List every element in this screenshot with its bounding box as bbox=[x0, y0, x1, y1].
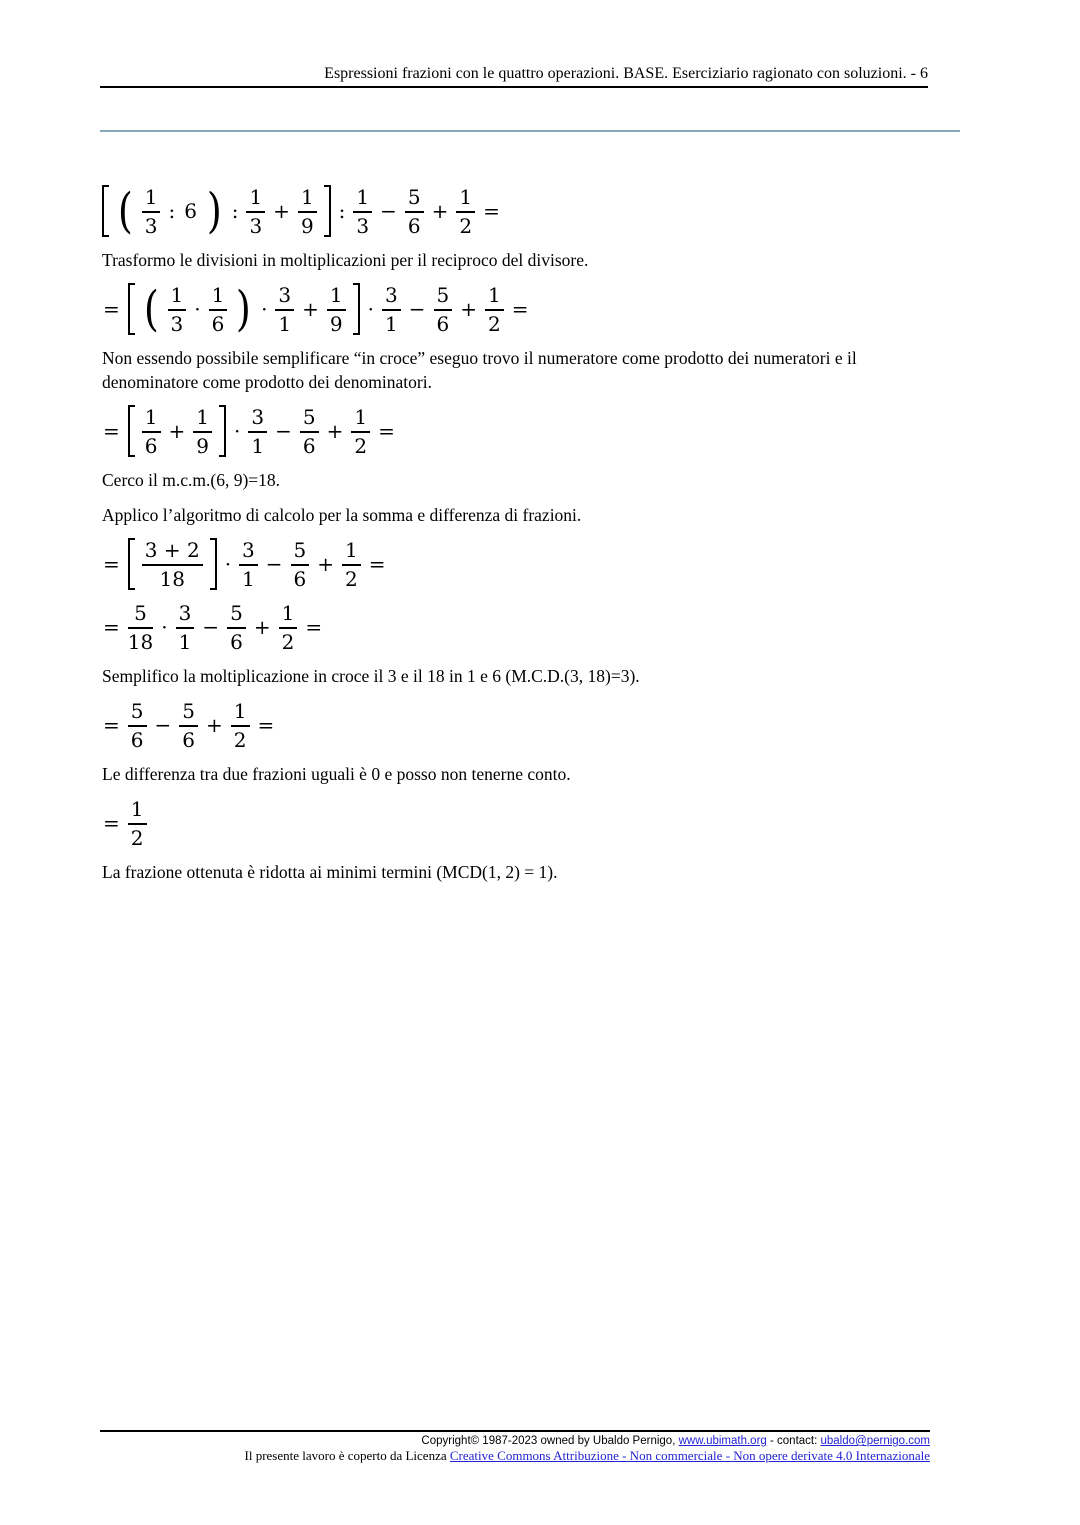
fraction bbox=[231, 700, 250, 751]
fraction bbox=[142, 539, 203, 590]
fraction bbox=[142, 186, 161, 237]
fraction bbox=[128, 798, 147, 849]
numerator: 1 bbox=[196, 404, 209, 429]
operator: = bbox=[103, 615, 120, 639]
denominator: 6 bbox=[300, 431, 319, 457]
left-bracket-icon bbox=[102, 185, 109, 237]
left-bracket-icon bbox=[128, 405, 135, 457]
operator: + bbox=[273, 199, 290, 223]
operator: + bbox=[253, 615, 271, 639]
denominator: 6 bbox=[209, 309, 228, 335]
right-bracket-icon bbox=[324, 185, 331, 237]
denominator: 2 bbox=[128, 823, 147, 849]
formula-line bbox=[102, 601, 942, 653]
numerator: 1 bbox=[345, 537, 358, 562]
numerator: 1 bbox=[130, 796, 144, 821]
operator: = bbox=[103, 297, 120, 321]
numerator: 1 bbox=[211, 282, 225, 307]
denominator: 9 bbox=[298, 211, 317, 237]
denominator: 3 bbox=[168, 309, 187, 335]
operator: : bbox=[338, 199, 346, 223]
denominator: 2 bbox=[485, 309, 504, 335]
denominator: 1 bbox=[239, 564, 258, 590]
operator: · bbox=[161, 615, 168, 639]
operator: · bbox=[234, 419, 241, 443]
page-title: Espressioni frazioni con le quattro operazioni. BASE. Eserciziario ragionato con soluzioni. - 6 bbox=[324, 65, 928, 82]
numerator: 5 bbox=[130, 698, 144, 723]
fraction bbox=[246, 186, 265, 237]
denominator: 2 bbox=[351, 431, 370, 457]
operator: = bbox=[103, 713, 120, 737]
operator: = bbox=[103, 811, 120, 835]
denominator: 3 bbox=[246, 211, 265, 237]
operator: · bbox=[224, 552, 232, 576]
numerator: 1 bbox=[170, 282, 184, 307]
numerator: 1 bbox=[144, 404, 158, 429]
denominator: 1 bbox=[248, 431, 267, 457]
operator: · bbox=[367, 297, 375, 321]
numerator: 1 bbox=[459, 184, 473, 209]
fraction bbox=[342, 539, 361, 590]
numerator: 5 bbox=[134, 600, 147, 625]
solution-steps bbox=[102, 174, 942, 895]
numerator: 3 bbox=[278, 282, 292, 307]
operator: · bbox=[261, 297, 268, 321]
left-paren-icon: ( bbox=[143, 281, 159, 337]
copyright-text: Copyright© 1987-2023 owned by Ubaldo Pernigo, bbox=[421, 1435, 679, 1447]
numerator: 1 bbox=[144, 184, 158, 209]
denominator: 6 bbox=[405, 211, 424, 237]
operator: + bbox=[326, 419, 344, 443]
license-link[interactable]: Creative Commons Attribuzione - Non commerciale - Non opere derivate 4.0 Internazionale bbox=[449, 1448, 930, 1463]
denominator: 2 bbox=[342, 564, 361, 590]
denominator: 6 bbox=[434, 309, 453, 335]
operator: + bbox=[460, 297, 478, 321]
operator: : bbox=[231, 199, 239, 223]
denominator: 18 bbox=[128, 627, 153, 653]
fraction bbox=[353, 186, 372, 237]
numerator: 3 bbox=[178, 600, 192, 625]
right-bracket-icon bbox=[353, 283, 360, 335]
operator: = bbox=[368, 552, 386, 576]
operator: = bbox=[483, 199, 500, 223]
numerator: 1 bbox=[329, 282, 343, 307]
solution-step-text: Le differenza tra due frazioni uguali è 0 e posso non tenerne conto. bbox=[102, 764, 571, 784]
operator: + bbox=[168, 419, 186, 443]
operator: = bbox=[103, 552, 120, 576]
solution-step-text: Semplifico la moltiplicazione in croce il 3 e il 18 in 1 e 6 (M.C.D.(3, 18)=3). bbox=[102, 666, 640, 686]
right-bracket-icon bbox=[219, 405, 226, 457]
copyright-line bbox=[100, 1434, 930, 1448]
denominator: 9 bbox=[327, 309, 346, 335]
numerator: 1 bbox=[233, 698, 247, 723]
accent-rule bbox=[100, 130, 960, 132]
denominator: 6 bbox=[179, 725, 198, 751]
formula-line bbox=[102, 185, 942, 237]
number: 6 bbox=[184, 199, 197, 223]
fraction bbox=[351, 406, 370, 457]
fraction bbox=[179, 700, 198, 751]
fraction bbox=[279, 602, 298, 653]
formula-line bbox=[102, 538, 942, 590]
numerator: 5 bbox=[230, 600, 243, 625]
operator: − bbox=[202, 615, 220, 639]
solution-step-text: Cerco il m.c.m.(6, 9)=18. bbox=[102, 470, 281, 490]
fraction bbox=[193, 406, 212, 457]
operator: + bbox=[431, 199, 449, 223]
numerator: 3 bbox=[242, 537, 255, 562]
numerator: 5 bbox=[182, 698, 195, 723]
email-link[interactable]: ubaldo@pernigo.com bbox=[820, 1435, 930, 1447]
denominator: 1 bbox=[176, 627, 195, 653]
operator: = bbox=[378, 419, 395, 443]
operator: : bbox=[168, 199, 176, 223]
right-paren-icon: ) bbox=[206, 183, 222, 239]
operator: = bbox=[257, 713, 275, 737]
numerator: 1 bbox=[354, 404, 368, 429]
solution-step-text: Applico l’algoritmo di calcolo per la somma e differenza di frazioni. bbox=[102, 505, 582, 525]
left-paren-icon: ( bbox=[117, 183, 133, 239]
fraction bbox=[405, 186, 424, 237]
operator: + bbox=[206, 713, 223, 737]
operator: − bbox=[154, 713, 172, 737]
numerator: 3 + 2 bbox=[144, 537, 200, 562]
denominator: 3 bbox=[353, 211, 372, 237]
operator: − bbox=[265, 552, 283, 576]
formula-line bbox=[102, 797, 942, 849]
operator: = bbox=[103, 419, 120, 443]
fraction bbox=[128, 700, 147, 751]
fraction bbox=[168, 284, 187, 335]
fraction bbox=[298, 186, 317, 237]
fraction bbox=[176, 602, 195, 653]
numerator: 1 bbox=[356, 184, 370, 209]
numerator: 1 bbox=[281, 600, 295, 625]
numerator: 5 bbox=[302, 404, 316, 429]
right-bracket-icon bbox=[210, 538, 217, 590]
fraction bbox=[209, 284, 228, 335]
denominator: 6 bbox=[291, 564, 310, 590]
fraction bbox=[128, 602, 153, 653]
fraction bbox=[239, 539, 258, 590]
operator: · bbox=[194, 297, 201, 321]
fraction bbox=[275, 284, 294, 335]
numerator: 3 bbox=[385, 282, 398, 307]
denominator: 6 bbox=[227, 627, 246, 653]
solution-step-text: La frazione ottenuta è ridotta ai minimi termini (MCD(1, 2) = 1). bbox=[102, 862, 558, 882]
contact-text: - contact: bbox=[766, 1435, 821, 1447]
page-header bbox=[100, 64, 928, 88]
license-text: Il presente lavoro è coperto da Licenza bbox=[244, 1448, 450, 1463]
numerator: 3 bbox=[251, 404, 265, 429]
denominator: 6 bbox=[142, 431, 161, 457]
right-paren-icon: ) bbox=[236, 281, 252, 337]
fraction bbox=[434, 284, 453, 335]
denominator: 2 bbox=[279, 627, 298, 653]
numerator: 5 bbox=[407, 184, 421, 209]
left-bracket-icon bbox=[128, 538, 135, 590]
operator: − bbox=[408, 297, 426, 321]
denominator: 9 bbox=[193, 431, 212, 457]
numerator: 1 bbox=[300, 184, 314, 209]
formula-line bbox=[102, 405, 942, 457]
operator: − bbox=[275, 419, 292, 443]
numerator: 1 bbox=[488, 282, 501, 307]
license-line bbox=[100, 1448, 930, 1464]
operator: = bbox=[511, 297, 529, 321]
fraction bbox=[291, 539, 310, 590]
fraction bbox=[382, 284, 401, 335]
operator: + bbox=[317, 552, 335, 576]
denominator: 1 bbox=[275, 309, 294, 335]
denominator: 18 bbox=[142, 564, 203, 590]
fraction bbox=[327, 284, 346, 335]
denominator: 6 bbox=[128, 725, 147, 751]
operator: = bbox=[305, 615, 323, 639]
fraction bbox=[227, 602, 246, 653]
numerator: 5 bbox=[293, 537, 307, 562]
numerator: 1 bbox=[249, 184, 263, 209]
fraction bbox=[300, 406, 319, 457]
fraction bbox=[248, 406, 267, 457]
fraction bbox=[485, 284, 504, 335]
numerator: 5 bbox=[436, 282, 450, 307]
denominator: 3 bbox=[142, 211, 161, 237]
denominator: 2 bbox=[456, 211, 475, 237]
fraction bbox=[456, 186, 475, 237]
solution-step-text: Trasformo le divisioni in moltiplicazioni per il reciproco del divisore. bbox=[102, 250, 589, 270]
page-footer bbox=[100, 1430, 930, 1464]
denominator: 1 bbox=[382, 309, 401, 335]
operator: + bbox=[302, 297, 319, 321]
formula-line bbox=[102, 699, 942, 751]
solution-step-text: Non essendo possibile semplificare “in croce” eseguo trovo il numeratore come prodotto dei numeratori e il denominatore come prodotto dei denominatori. bbox=[102, 348, 857, 392]
left-bracket-icon bbox=[128, 283, 135, 335]
operator: − bbox=[380, 199, 397, 223]
denominator: 2 bbox=[231, 725, 250, 751]
ubimath-link[interactable]: www.ubimath.org bbox=[678, 1435, 767, 1447]
formula-line bbox=[102, 283, 942, 335]
fraction bbox=[142, 406, 161, 457]
